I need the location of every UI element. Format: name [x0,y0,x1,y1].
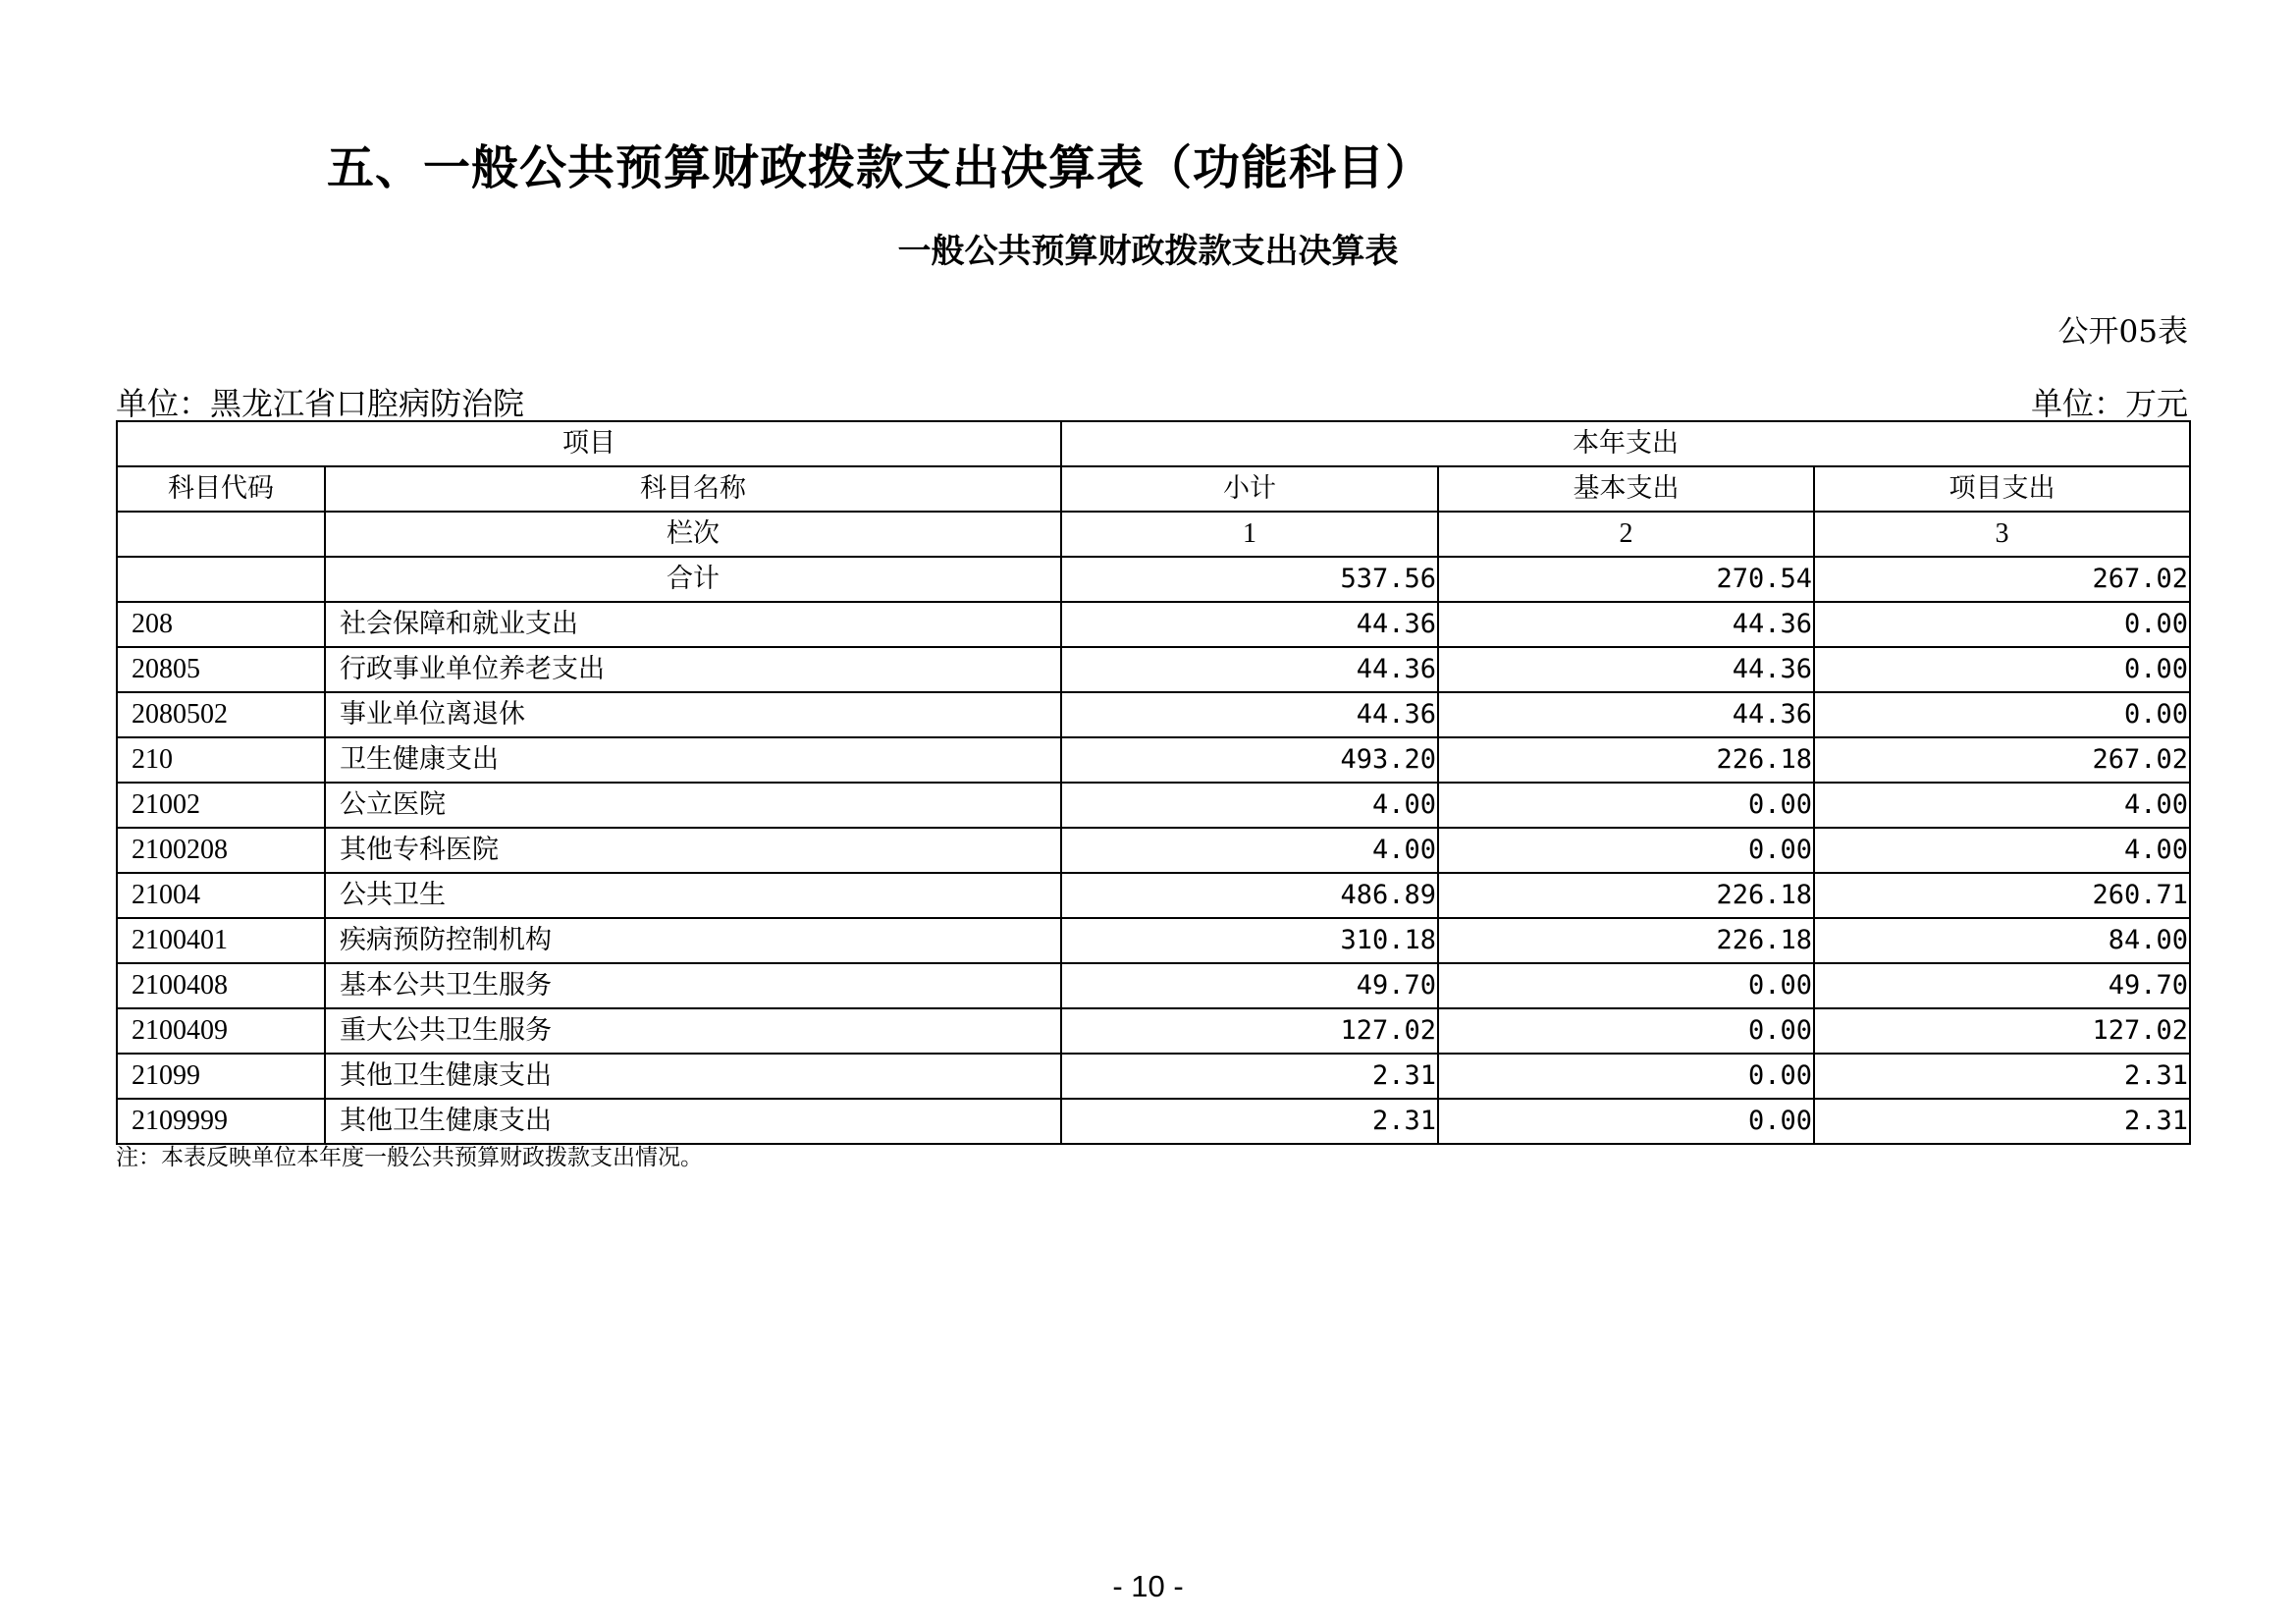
total-blank [117,557,325,602]
unit-currency: 单位：万元 [2030,385,2188,422]
expenditure-table [116,420,2191,1145]
header-subtotal: 小计 [1061,466,1438,512]
table-row [117,828,2190,873]
row-code: 21004 [117,873,325,918]
row-project: 127.02 [1814,1008,2190,1054]
row-name: 其他卫生健康支出 [325,1054,1061,1099]
row-name: 其他卫生健康支出 [325,1099,1061,1144]
row-code: 2100408 [117,963,325,1008]
row-subtotal: 49.70 [1061,963,1438,1008]
table-row [117,1008,2190,1054]
row-code: 2109999 [117,1099,325,1144]
row-basic: 0.00 [1438,1008,1814,1054]
table-row [117,1054,2190,1099]
column-index-label: 栏次 [325,512,1061,557]
row-name: 事业单位离退休 [325,692,1061,737]
table-row [117,783,2190,828]
row-subtotal: 44.36 [1061,602,1438,647]
row-subtotal: 44.36 [1061,647,1438,692]
row-code: 21002 [117,783,325,828]
table-row [117,692,2190,737]
row-subtotal: 493.20 [1061,737,1438,783]
row-project: 260.71 [1814,873,2190,918]
row-subtotal: 486.89 [1061,873,1438,918]
row-code: 2080502 [117,692,325,737]
header-code: 科目代码 [117,466,325,512]
table-row [117,963,2190,1008]
form-code: 公开05表 [2057,314,2188,350]
row-code: 2100401 [117,918,325,963]
row-name: 行政事业单位养老支出 [325,647,1061,692]
row-basic: 0.00 [1438,1054,1814,1099]
row-code: 210 [117,737,325,783]
row-name: 公立医院 [325,783,1061,828]
row-name: 社会保障和就业支出 [325,602,1061,647]
row-code: 208 [117,602,325,647]
row-basic: 226.18 [1438,873,1814,918]
total-label: 合计 [325,557,1061,602]
header-current-year: 本年支出 [1061,421,2190,466]
row-subtotal: 127.02 [1061,1008,1438,1054]
row-project: 0.00 [1814,647,2190,692]
section-title: 五、一般公共预算财政拨款支出决算表（功能科目） [327,140,1434,195]
table-row [117,918,2190,963]
column-index-blank [117,512,325,557]
column-index-2: 2 [1438,512,1814,557]
row-project: 267.02 [1814,737,2190,783]
row-subtotal: 2.31 [1061,1099,1438,1144]
row-basic: 0.00 [1438,828,1814,873]
row-name: 重大公共卫生服务 [325,1008,1061,1054]
row-name: 其他专科医院 [325,828,1061,873]
row-subtotal: 44.36 [1061,692,1438,737]
table-row [117,1099,2190,1144]
table-row [117,647,2190,692]
column-index-1: 1 [1061,512,1438,557]
row-name: 卫生健康支出 [325,737,1061,783]
row-project: 0.00 [1814,602,2190,647]
total-basic: 270.54 [1438,557,1814,602]
page-number: - 10 - [1112,1569,1184,1603]
column-index-3: 3 [1814,512,2190,557]
table-title: 一般公共预算财政拨款支出决算表 [897,232,1399,271]
column-index-row [117,512,2190,557]
total-subtotal: 537.56 [1061,557,1438,602]
row-name: 基本公共卫生服务 [325,963,1061,1008]
row-code: 21099 [117,1054,325,1099]
row-code: 2100208 [117,828,325,873]
row-basic: 226.18 [1438,918,1814,963]
header-item: 项目 [117,421,1061,466]
row-basic: 226.18 [1438,737,1814,783]
unit-organization: 单位：黑龙江省口腔病防治院 [116,385,525,422]
row-basic: 44.36 [1438,692,1814,737]
row-project: 49.70 [1814,963,2190,1008]
table-row [117,737,2190,783]
row-subtotal: 4.00 [1061,828,1438,873]
row-name: 公共卫生 [325,873,1061,918]
row-basic: 0.00 [1438,963,1814,1008]
row-code: 2100409 [117,1008,325,1054]
row-subtotal: 4.00 [1061,783,1438,828]
header-name: 科目名称 [325,466,1061,512]
table-note: 注：本表反映单位本年度一般公共预算财政拨款支出情况。 [116,1145,703,1170]
header-project: 项目支出 [1814,466,2190,512]
row-project: 2.31 [1814,1054,2190,1099]
row-project: 84.00 [1814,918,2190,963]
row-project: 2.31 [1814,1099,2190,1144]
row-project: 4.00 [1814,783,2190,828]
table-row [117,602,2190,647]
total-project: 267.02 [1814,557,2190,602]
row-subtotal: 2.31 [1061,1054,1438,1099]
row-project: 0.00 [1814,692,2190,737]
table-row [117,873,2190,918]
row-basic: 44.36 [1438,647,1814,692]
row-basic: 0.00 [1438,783,1814,828]
header-row-1 [117,421,2190,466]
row-project: 4.00 [1814,828,2190,873]
row-basic: 0.00 [1438,1099,1814,1144]
header-basic: 基本支出 [1438,466,1814,512]
row-code: 20805 [117,647,325,692]
row-basic: 44.36 [1438,602,1814,647]
total-row [117,557,2190,602]
row-subtotal: 310.18 [1061,918,1438,963]
row-name: 疾病预防控制机构 [325,918,1061,963]
header-row-2 [117,466,2190,512]
